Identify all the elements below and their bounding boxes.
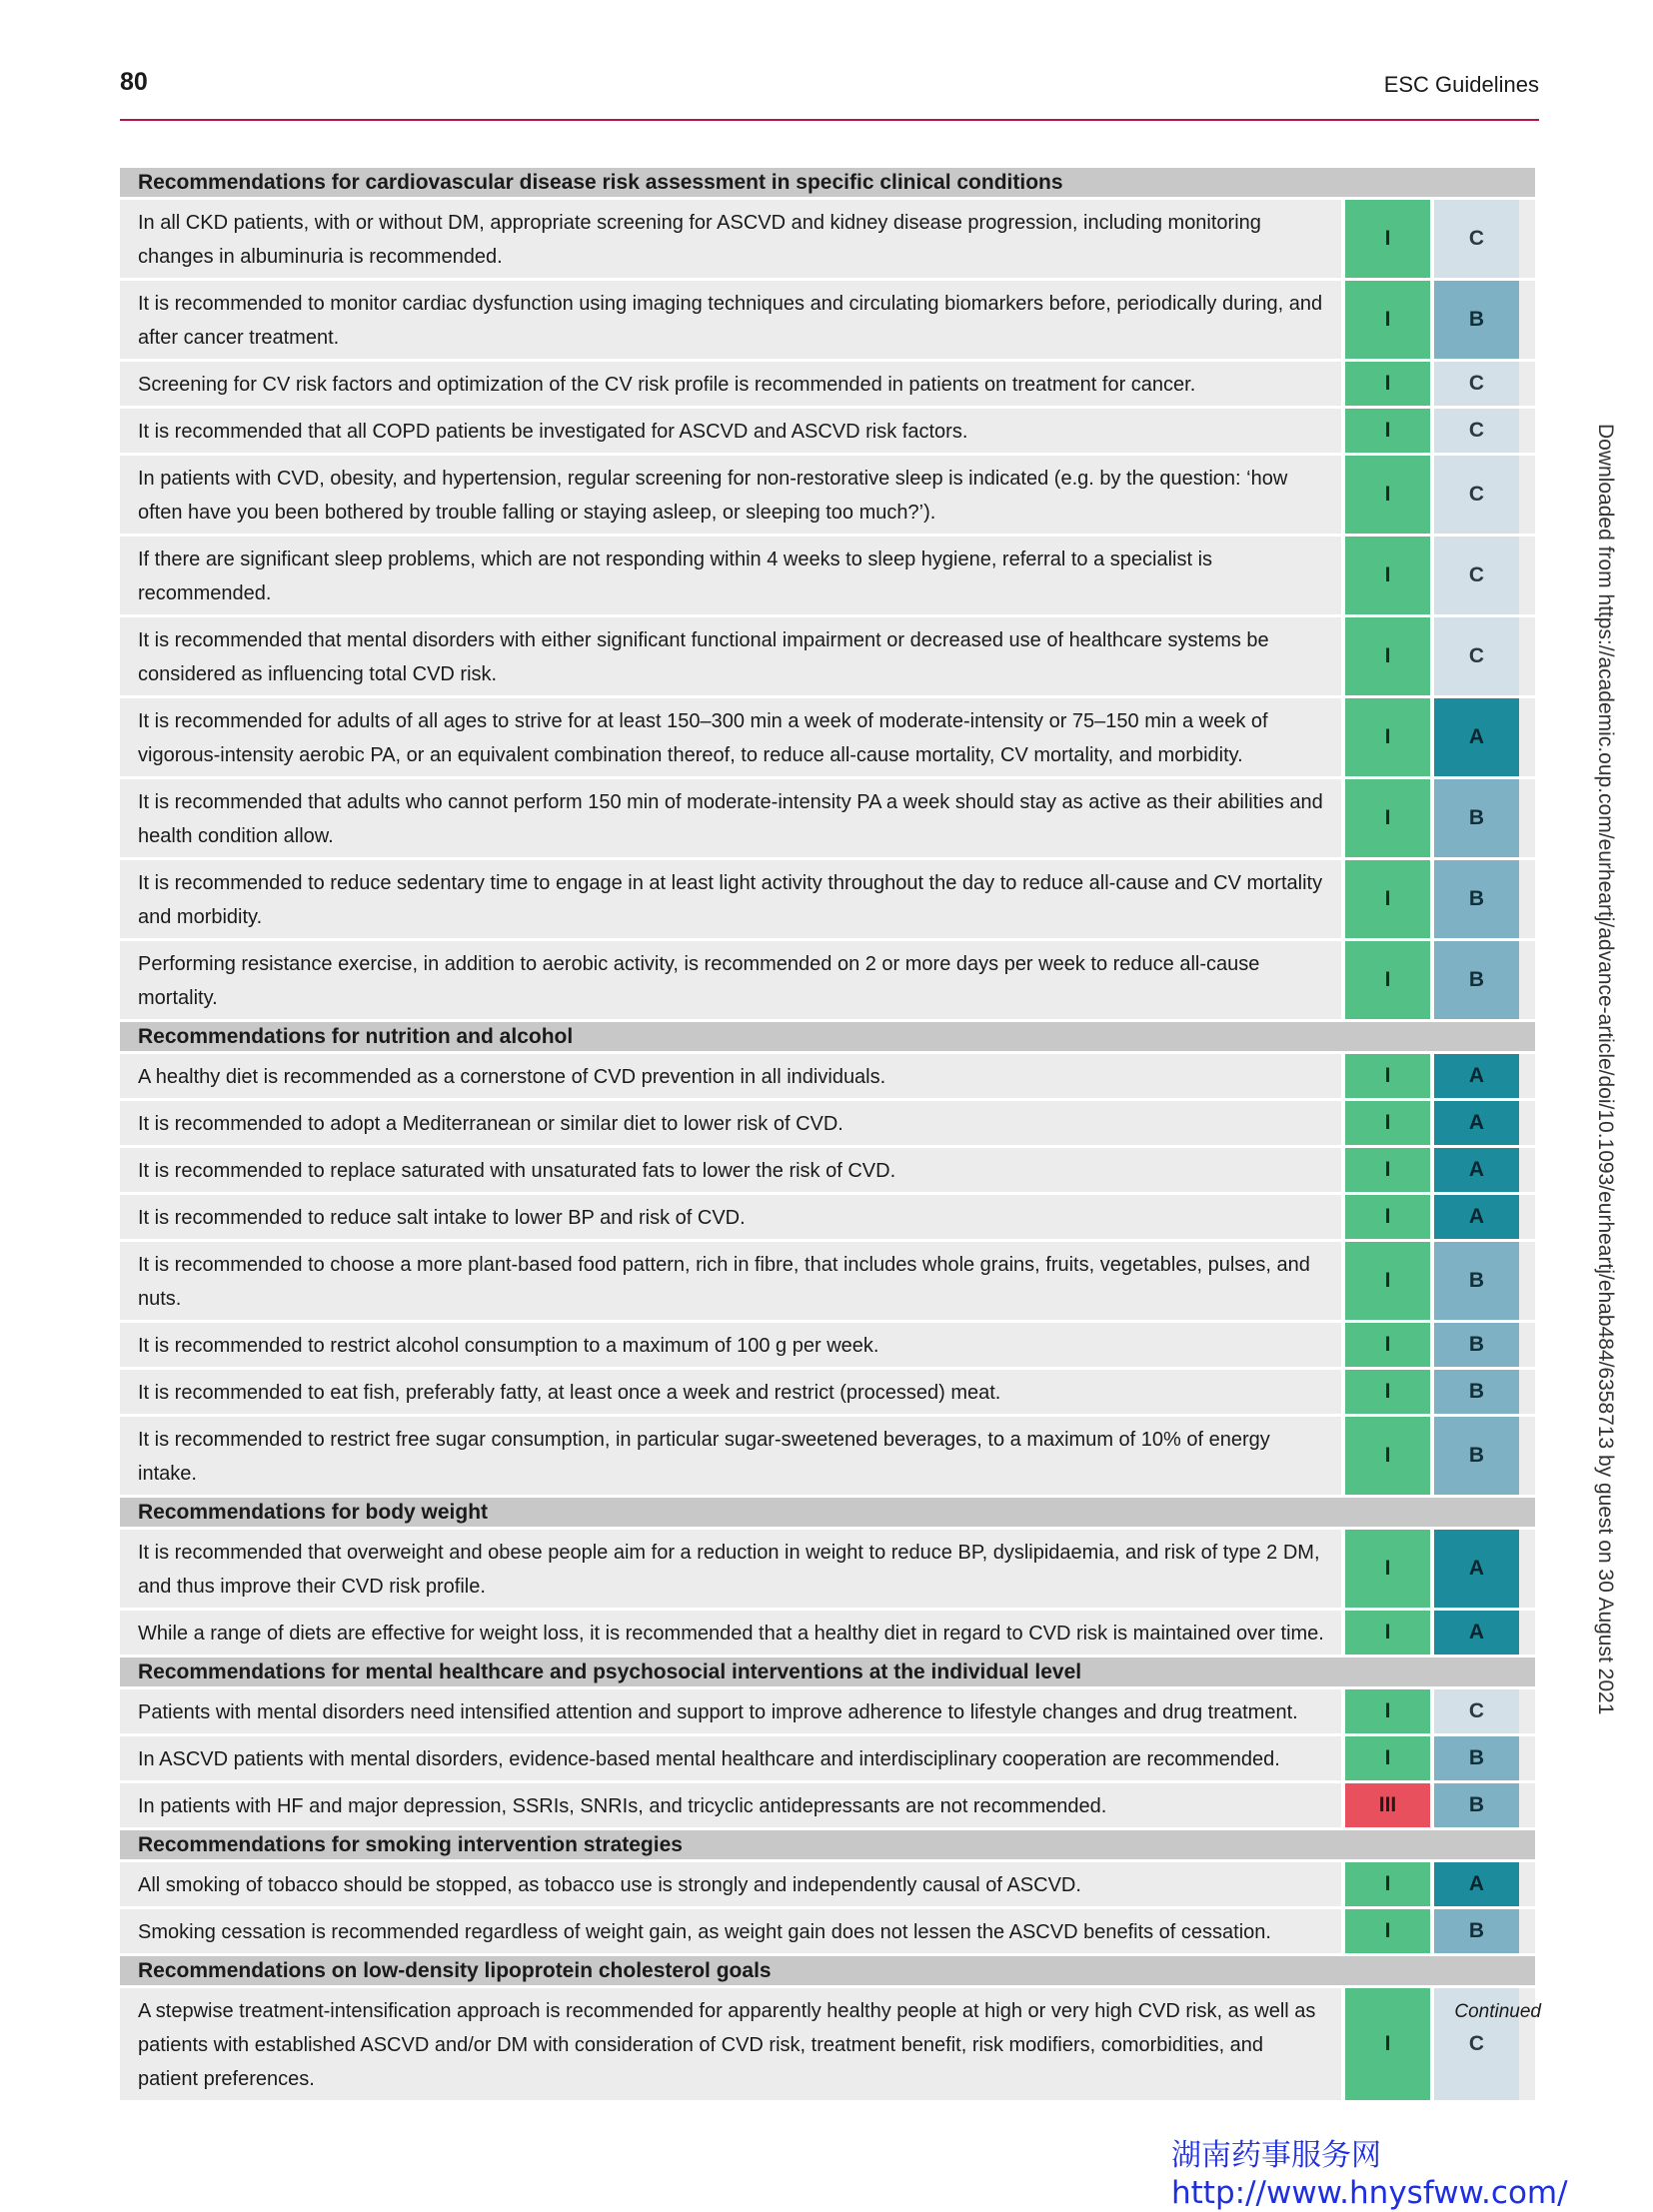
page-number: 80 [120, 68, 148, 96]
class-badge: I [1341, 281, 1430, 359]
level-badge: A [1430, 1195, 1519, 1239]
recommendation-text: In ASCVD patients with mental disorders, evidence-based mental healthcare and interdisciplinary cooperation are recommended. [138, 1748, 1280, 1770]
recommendation-text: It is recommended to replace saturated with unsaturated fats to lower the risk of CVD. [138, 1160, 896, 1182]
level-badge: C [1430, 617, 1519, 695]
recommendation-text: It is recommended to reduce sedentary time to engage in at least light activity throughout the day to reduce all-cause and CV mortality and morbidity. [138, 872, 1323, 928]
recommendation-text: If there are significant sleep problems, which are not responding within 4 weeks to sleep hygiene, referral to a specialist is recommended. [138, 549, 1213, 604]
recommendation-text: It is recommended that all COPD patients be investigated for ASCVD and ASCVD risk factors. [138, 421, 968, 443]
level-badge: C [1430, 362, 1519, 406]
continued-note: Continued [1454, 2001, 1541, 2022]
recommendations-table [120, 168, 1535, 2103]
class-badge: I [1341, 409, 1430, 453]
recommendation-row [120, 1736, 1535, 1783]
recommendation-row [120, 281, 1535, 362]
recommendation-text: Screening for CV risk factors and optimization of the CV risk profile is recommended in patients on treatment for cancer. [138, 374, 1196, 396]
recommendation-row [120, 537, 1535, 617]
class-badge: I [1341, 698, 1430, 776]
class-badge: I [1341, 860, 1430, 938]
level-badge: B [1430, 860, 1519, 938]
level-badge: B [1430, 779, 1519, 857]
section-header: Recommendations for nutrition and alcohol [120, 1022, 1535, 1054]
recommendation-row [120, 779, 1535, 860]
recommendation-text: A healthy diet is recommended as a cornerstone of CVD prevention in all individuals. [138, 1066, 886, 1088]
class-badge: I [1341, 1611, 1430, 1655]
header-rule [120, 119, 1539, 121]
recommendation-text: It is recommended that mental disorders with either significant functional impairment or decreased use of healthcare systems be considered as influencing total CVD risk. [138, 629, 1269, 685]
download-notice: Downloaded from https://academic.oup.com/eurheartj/advance-article/doi/10.1093/eurheartj/ehab484/6358713 by guest on 30 August 2021 [1594, 424, 1617, 1715]
recommendation-row [120, 1054, 1535, 1101]
recommendation-text: It is recommended to choose a more plant-based food pattern, rich in fibre, that includes whole grains, fruits, vegetables, pulses, and nuts. [138, 1254, 1310, 1310]
recommendation-row [120, 1689, 1535, 1736]
recommendation-text: It is recommended to monitor cardiac dysfunction using imaging techniques and circulating biomarkers before, periodically during, and after cancer treatment. [138, 293, 1323, 349]
class-badge: I [1341, 1988, 1430, 2100]
recommendation-text: It is recommended that overweight and obese people aim for a reduction in weight to reduce BP, dyslipidaemia, and risk of type 2 DM, and thus improve their CVD risk profile. [138, 1542, 1320, 1598]
recommendation-text: While a range of diets are effective for weight loss, it is recommended that a healthy diet in regard to CVD risk is maintained over time. [138, 1623, 1324, 1645]
level-badge: B [1430, 1370, 1519, 1414]
running-head: ESC Guidelines [1383, 72, 1539, 97]
section-header: Recommendations for cardiovascular disease risk assessment in specific clinical conditions [120, 168, 1535, 200]
recommendation-row [120, 1909, 1535, 1956]
level-badge: B [1430, 1242, 1519, 1320]
class-badge: I [1341, 1689, 1430, 1733]
class-badge: I [1341, 200, 1430, 278]
level-badge: B [1430, 1736, 1519, 1780]
class-badge: I [1341, 1148, 1430, 1192]
recommendation-text: It is recommended to restrict free sugar consumption, in particular sugar-sweetened beverages, to a maximum of 10% of energy intake. [138, 1429, 1270, 1485]
level-badge: B [1430, 941, 1519, 1019]
class-badge: I [1341, 1909, 1430, 1953]
class-badge: I [1341, 1101, 1430, 1145]
recommendation-row [120, 860, 1535, 941]
class-badge: I [1341, 456, 1430, 534]
level-badge: C [1430, 537, 1519, 614]
level-badge: B [1430, 1909, 1519, 1953]
class-badge: I [1341, 1736, 1430, 1780]
recommendation-row [120, 1417, 1535, 1498]
recommendation-text: A stepwise treatment-intensification approach is recommended for apparently healthy people at high or very high CVD risk, as well as patients with established ASCVD and/or DM with consideration of CVD risk, treatment benefit, risk modifiers, comorbidities, and patient preferences. [138, 2000, 1316, 2090]
recommendation-row [120, 1530, 1535, 1611]
recommendation-row [120, 1783, 1535, 1830]
class-badge: I [1341, 362, 1430, 406]
recommendation-text: It is recommended to reduce salt intake to lower BP and risk of CVD. [138, 1207, 746, 1229]
recommendation-row [120, 1988, 1535, 2103]
level-badge: A [1430, 1101, 1519, 1145]
class-badge: I [1341, 1370, 1430, 1414]
level-badge: A [1430, 1611, 1519, 1655]
recommendation-row [120, 362, 1535, 409]
level-badge: A [1430, 1862, 1519, 1906]
recommendation-row [120, 1148, 1535, 1195]
level-badge: B [1430, 1417, 1519, 1495]
recommendation-text: It is recommended to adopt a Mediterranean or similar diet to lower risk of CVD. [138, 1113, 843, 1135]
level-badge: C [1430, 200, 1519, 278]
level-badge: A [1430, 698, 1519, 776]
level-badge: C [1430, 1988, 1519, 2100]
level-badge: B [1430, 281, 1519, 359]
recommendation-row [120, 617, 1535, 698]
section-header: Recommendations on low-density lipoprotein cholesterol goals [120, 1956, 1535, 1988]
recommendation-text: It is recommended for adults of all ages to strive for at least 150–300 min a week of moderate-intensity or 75–150 min a week of vigorous-intensity aerobic PA, or an equivalent combination thereof, to reduce all-cause mortality, CV mortality, and morbidity. [138, 710, 1268, 766]
recommendation-text: It is recommended to eat fish, preferably fatty, at least once a week and restrict (processed) meat. [138, 1382, 1001, 1404]
class-badge: I [1341, 537, 1430, 614]
class-badge: I [1341, 1195, 1430, 1239]
level-badge: B [1430, 1783, 1519, 1827]
recommendation-text: Patients with mental disorders need intensified attention and support to improve adherence to lifestyle changes and drug treatment. [138, 1701, 1298, 1723]
recommendation-text: In all CKD patients, with or without DM, appropriate screening for ASCVD and kidney disease progression, including monitoring changes in albuminuria is recommended. [138, 212, 1261, 268]
section-header: Recommendations for smoking intervention strategies [120, 1830, 1535, 1862]
class-badge: I [1341, 1323, 1430, 1367]
recommendation-text: Performing resistance exercise, in addition to aerobic activity, is recommended on 2 or more days per week to reduce all-cause mortality. [138, 953, 1260, 1009]
class-badge: I [1341, 1530, 1430, 1608]
recommendation-row [120, 1323, 1535, 1370]
level-badge: A [1430, 1530, 1519, 1608]
class-badge: III [1341, 1783, 1430, 1827]
recommendation-row [120, 200, 1535, 281]
section-header: Recommendations for body weight [120, 1498, 1535, 1530]
recommendation-row [120, 1611, 1535, 1658]
recommendation-row [120, 1195, 1535, 1242]
class-badge: I [1341, 941, 1430, 1019]
level-badge: A [1430, 1148, 1519, 1192]
level-badge: C [1430, 409, 1519, 453]
recommendation-text: In patients with HF and major depression, SSRIs, SNRIs, and tricyclic antidepressants are not recommended. [138, 1795, 1107, 1817]
recommendation-row [120, 1242, 1535, 1323]
section-header: Recommendations for mental healthcare and psychosocial interventions at the individual level [120, 1658, 1535, 1689]
level-badge: C [1430, 1689, 1519, 1733]
recommendation-text: In patients with CVD, obesity, and hypertension, regular screening for non-restorative sleep is indicated (e.g. by the question: ‘how often have you been bothered by trouble falling or staying asleep, or sleeping too much?’). [138, 468, 1288, 524]
watermark [1171, 2138, 1641, 2212]
level-badge: C [1430, 456, 1519, 534]
class-badge: I [1341, 779, 1430, 857]
recommendation-text: Smoking cessation is recommended regardless of weight gain, as weight gain does not lessen the ASCVD benefits of cessation. [138, 1921, 1271, 1943]
recommendation-text: All smoking of tobacco should be stopped, as tobacco use is strongly and independently causal of ASCVD. [138, 1874, 1081, 1896]
recommendation-text: It is recommended to restrict alcohol consumption to a maximum of 100 g per week. [138, 1335, 879, 1357]
class-badge: I [1341, 1054, 1430, 1098]
recommendation-row [120, 456, 1535, 537]
recommendation-row [120, 941, 1535, 1022]
watermark-site-name: 湖南药事服务网 [1171, 2138, 1381, 2173]
page-header [120, 64, 1539, 120]
class-badge: I [1341, 1242, 1430, 1320]
recommendation-row [120, 1101, 1535, 1148]
level-badge: B [1430, 1323, 1519, 1367]
class-badge: I [1341, 617, 1430, 695]
level-badge: A [1430, 1054, 1519, 1098]
recommendation-row [120, 1862, 1535, 1909]
recommendation-row [120, 409, 1535, 456]
class-badge: I [1341, 1417, 1430, 1495]
recommendation-row [120, 698, 1535, 779]
watermark-url[interactable]: http://www.hnysfww.com/ [1171, 2175, 1568, 2211]
recommendation-row [120, 1370, 1535, 1417]
recommendation-text: It is recommended that adults who cannot perform 150 min of moderate-intensity PA a week should stay as active as their abilities and health condition allow. [138, 791, 1323, 847]
class-badge: I [1341, 1862, 1430, 1906]
